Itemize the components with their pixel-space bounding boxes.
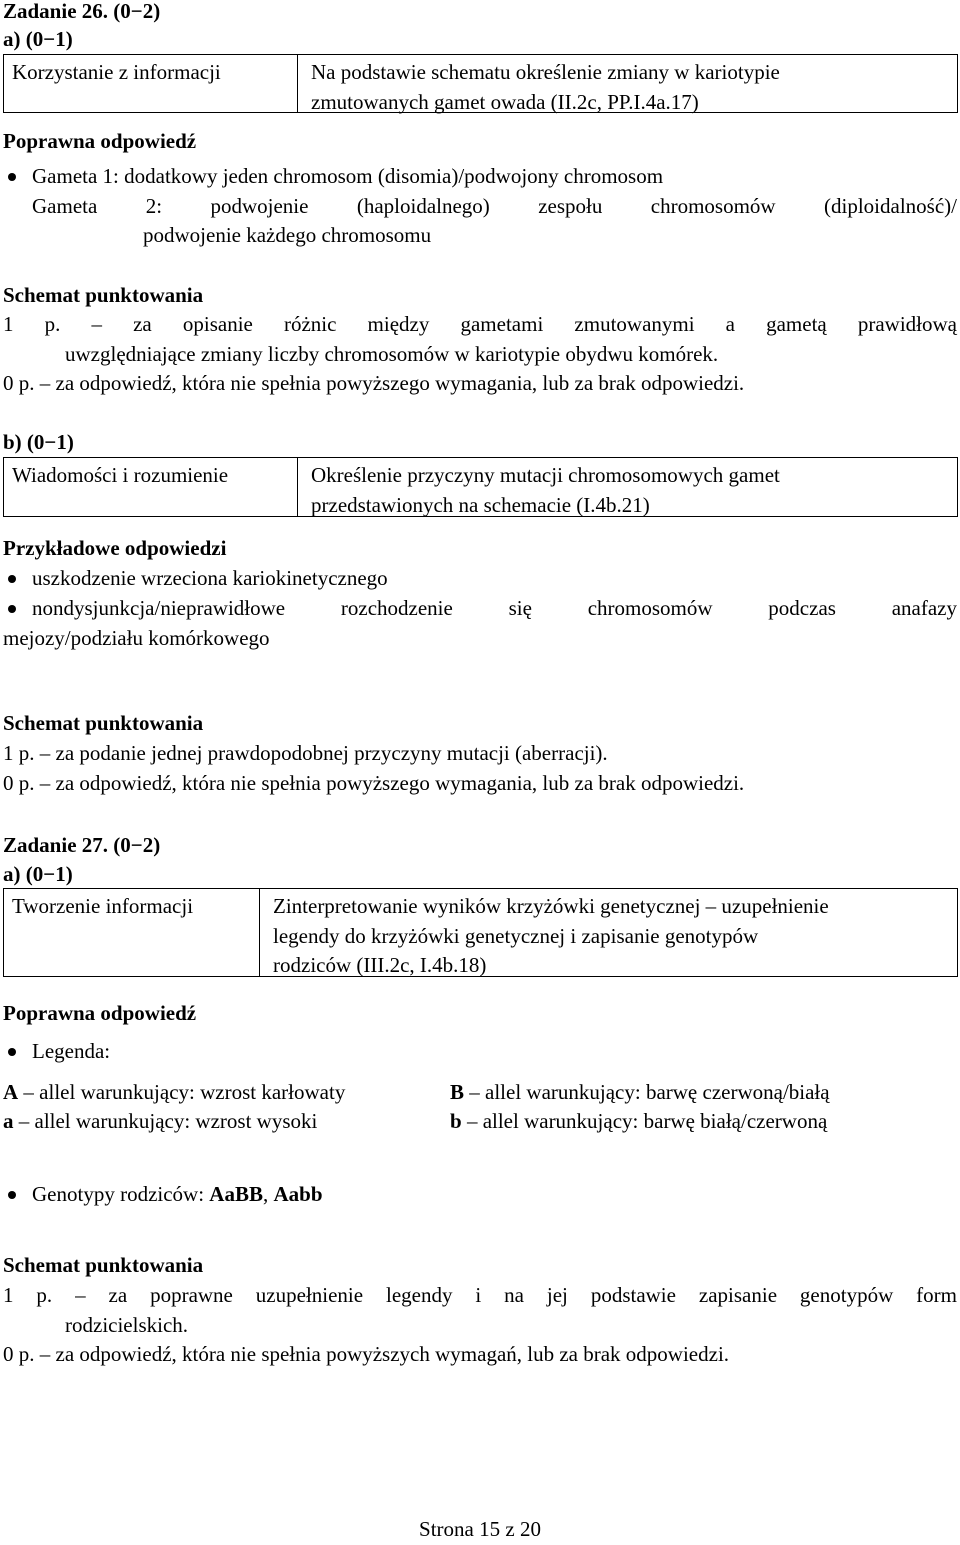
task-27a-requirements-table bbox=[3, 888, 958, 977]
table-divider bbox=[297, 458, 298, 516]
task-26b-skill: Wiadomości i rozumienie bbox=[12, 463, 229, 487]
task-26a-scoring-1p: 1 p. – za opisanie różnic między gametami zmutowanymi a gametą prawidłową uwzględniające zmiany liczby chromosomów w kariotypie obydwu komórek. bbox=[3, 312, 957, 366]
task-27a-scoring-0p: 0 p. – za odpowiedź, która nie spełnia powyższych wymagań, lub za brak odpowiedzi. bbox=[3, 1342, 730, 1366]
task-26a-requirement: Na podstawie schematu określenie zmiany w kariotypie zmutowanych gamet owada (II.2c, PP.I.4a.17) bbox=[311, 60, 780, 114]
task-26b-answer-item-2: nondysjunkcja/nieprawidłowe rozchodzenie się chromosomów podczas anafazy mejozy/podziału komórkowego bbox=[3, 594, 957, 653]
legend-entry-a: a – allel warunkujący: wzrost wysoki bbox=[3, 1109, 318, 1133]
task-26-title: Zadanie 26. (0−2) bbox=[3, 0, 161, 23]
task-27-title: Zadanie 27. (0−2) bbox=[3, 833, 161, 857]
table-divider bbox=[259, 889, 260, 976]
task-27a-scoring-1p: 1 p. – za poprawne uzupełnienie legendy i na jej podstawie zapisanie genotypów form rodzicielskich. bbox=[3, 1283, 957, 1337]
genotype-2: Aabb bbox=[273, 1182, 323, 1206]
task-26b-requirement: Określenie przyczyny mutacji chromosomowych gamet przedstawionych na schemacie (I.4b.21) bbox=[311, 463, 780, 517]
task-27a-legend-label: Legenda: bbox=[3, 1037, 957, 1067]
legend-entry-B: B – allel warunkujący: barwę czerwoną/białą bbox=[450, 1080, 830, 1104]
task-27a-parent-genotypes: Genotypy rodziców: AaBB, Aabb bbox=[3, 1180, 957, 1210]
task-26b-scoring-heading: Schemat punktowania bbox=[3, 711, 204, 735]
task-27a-answer-heading: Poprawna odpowiedź bbox=[3, 1001, 197, 1025]
task-26a-skill: Korzystanie z informacji bbox=[12, 60, 221, 84]
task-26b-scoring-1p: 1 p. – za podanie jednej prawdopodobnej przyczyny mutacji (aberracji). bbox=[3, 741, 608, 765]
task-27a-scoring-heading: Schemat punktowania bbox=[3, 1253, 204, 1277]
task-26a-scoring-heading: Schemat punktowania bbox=[3, 283, 204, 307]
task-26a-requirements-table bbox=[3, 54, 958, 113]
task-26b-requirements-table bbox=[3, 457, 958, 517]
task-26a-answer-item: Gameta 1: dodatkowy jeden chromosom (disomia)/podwojony chromosom Gameta 2: podwojenie (haploidalnego) zespołu chromosomów (diploidalność)/ podwojenie każdego chromosomu bbox=[3, 162, 957, 251]
task-26b-answer-item-1: uszkodzenie wrzeciona kariokinetycznego bbox=[3, 564, 957, 594]
task-26a-part-label: a) (0−1) bbox=[3, 27, 73, 51]
legend-entry-b: b – allel warunkujący: barwę białą/czerwoną bbox=[450, 1109, 828, 1133]
task-26b-part-label: b) (0−1) bbox=[3, 430, 74, 454]
task-27a-part-label: a) (0−1) bbox=[3, 862, 73, 886]
task-26b-scoring-0p: 0 p. – za odpowiedź, która nie spełnia powyższego wymagania, lub za brak odpowiedzi. bbox=[3, 771, 745, 795]
task-27a-skill: Tworzenie informacji bbox=[12, 894, 194, 918]
task-27a-requirement: Zinterpretowanie wyników krzyżówki genetycznej – uzupełnienie legendy do krzyżówki genetycznej i zapisanie genotypów rodziców (III.2c, I.4b.18) bbox=[273, 894, 829, 977]
page-number-footer: Strona 15 z 20 bbox=[419, 1517, 541, 1541]
legend-entry-A: A – allel warunkujący: wzrost karłowaty bbox=[3, 1080, 346, 1104]
task-26b-answer-heading: Przykładowe odpowiedzi bbox=[3, 536, 227, 560]
genotype-1: AaBB bbox=[209, 1182, 263, 1206]
table-divider bbox=[297, 55, 298, 112]
task-26a-answer-heading: Poprawna odpowiedź bbox=[3, 129, 197, 153]
task-26a-scoring-0p: 0 p. – za odpowiedź, która nie spełnia powyższego wymagania, lub za brak odpowiedzi. bbox=[3, 371, 745, 395]
